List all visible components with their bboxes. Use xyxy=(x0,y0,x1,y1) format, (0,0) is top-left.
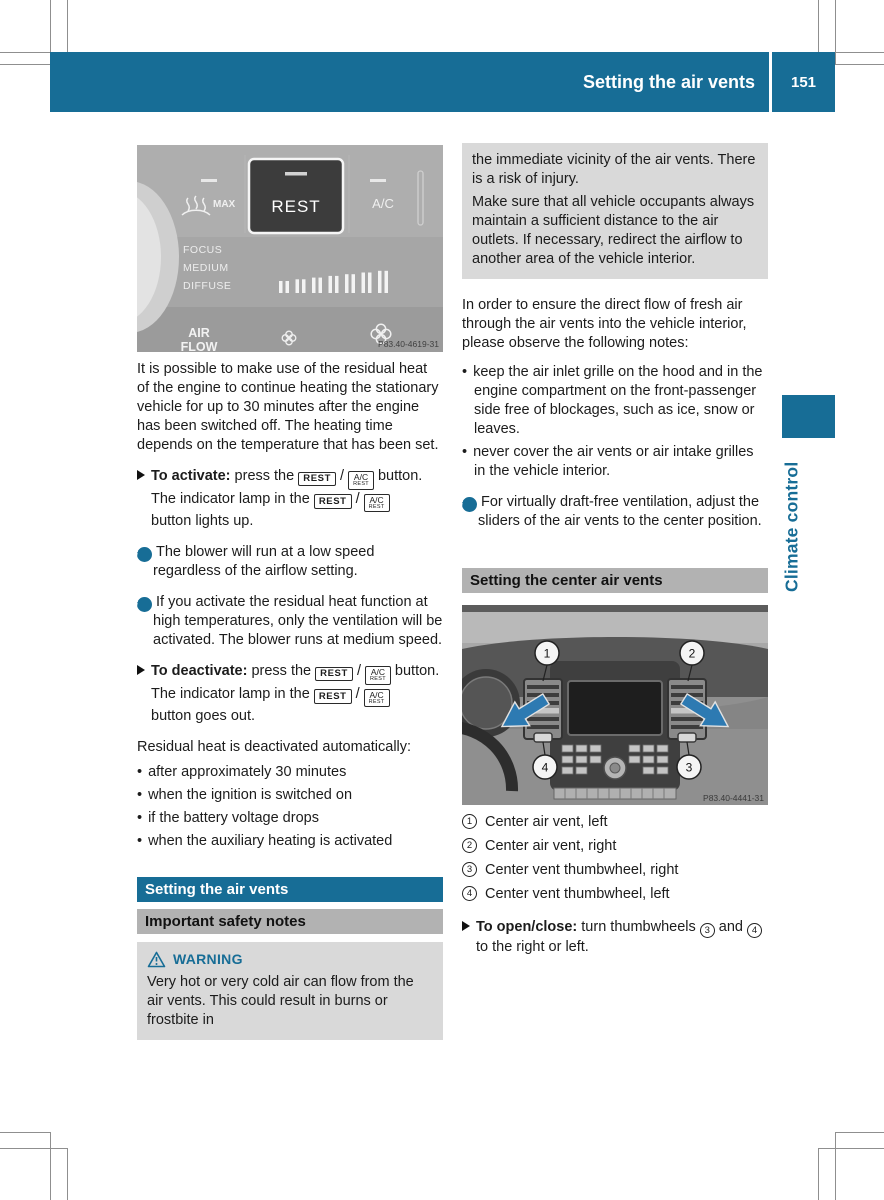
climate-panel-figure xyxy=(137,145,443,352)
instruction-arrow-icon xyxy=(137,470,145,480)
rest-key: REST xyxy=(315,667,353,682)
info-icon xyxy=(137,547,152,562)
legend-item: 4 Center vent thumbwheel, left xyxy=(462,885,768,904)
air-label: AIR xyxy=(188,326,210,340)
draft-free-note: iFor virtually draft-free ventilation, adjust the sliders of the air vents to the center position. xyxy=(462,493,768,531)
page-number: 151 xyxy=(769,52,835,112)
crop-mark xyxy=(835,0,836,64)
page-title: Setting the air vents xyxy=(582,71,755,92)
list-item: • when the ignition is switched on xyxy=(137,786,443,805)
crop-mark xyxy=(0,1148,67,1149)
warning-box xyxy=(137,942,443,1040)
circled-number: 2 xyxy=(462,838,477,853)
callout-1: 1 xyxy=(543,646,551,661)
display-screen xyxy=(568,681,662,735)
circled-number: 4 xyxy=(747,923,762,938)
center-vent-thumbwheel-right[interactable] xyxy=(678,733,696,742)
warning-continuation-1: the immediate vicinity of the air vents. There is a risk of injury. xyxy=(472,152,756,187)
activate-instruction: To activate: press the REST / A/C REST button. The indicator lamp in the REST / A/C REST button lights up. xyxy=(137,467,443,531)
ac-rest-key: A/C REST xyxy=(364,689,390,708)
callout-2: 2 xyxy=(688,646,696,661)
center-vent-thumbwheel-left[interactable] xyxy=(534,733,552,742)
list-item: • never cover the air vents or air intake grilles in the vehicle interior. xyxy=(462,443,768,481)
rest-button-label: REST xyxy=(271,197,321,216)
crop-mark xyxy=(0,1132,50,1133)
key-strip xyxy=(554,788,676,799)
medium-label: MEDIUM xyxy=(183,262,229,274)
flow-label: FLOW xyxy=(180,340,218,352)
rest-key: REST xyxy=(298,472,336,487)
crop-mark xyxy=(818,0,819,52)
callout-4: 4 xyxy=(541,760,549,775)
residual-deactivation-list xyxy=(137,763,443,851)
open-close-instruction: To open/close: turn thumbwheels 3 and 4 to the right or left. xyxy=(462,918,768,957)
crop-mark xyxy=(818,1148,819,1200)
crop-mark xyxy=(50,1132,51,1200)
right-column xyxy=(462,143,768,957)
ac-rest-key: A/C REST xyxy=(365,666,391,685)
crop-mark xyxy=(67,1148,68,1200)
rest-button[interactable] xyxy=(249,159,343,233)
blower-note: iThe blower will run at a low speed regardless of the airflow setting. xyxy=(137,543,443,581)
ac-label: A/C xyxy=(372,196,394,211)
list-item: • if the battery voltage drops xyxy=(137,809,443,828)
figure-code: P83.40-4619-31 xyxy=(378,339,439,349)
crop-mark xyxy=(835,1132,884,1133)
page-header xyxy=(50,52,835,112)
fresh-air-intro: In order to ensure the direct flow of fresh air through the air vents into the vehicle interior, please observe the following notes: xyxy=(462,297,747,351)
circled-number: 4 xyxy=(462,886,477,901)
chapter-label: Climate control xyxy=(781,461,802,593)
dashboard-figure xyxy=(462,605,768,805)
circled-number: 3 xyxy=(462,862,477,877)
circled-number: 1 xyxy=(462,814,477,829)
crop-mark xyxy=(67,0,68,52)
subsection-header-safety-notes: Important safety notes xyxy=(137,909,443,934)
callout-legend xyxy=(462,813,768,904)
crop-mark xyxy=(0,52,50,53)
deactivate-instruction: To deactivate: press the REST / A/C REST button. The indicator lamp in the REST / A/C REST button goes out. xyxy=(137,662,443,726)
rest-key: REST xyxy=(314,689,352,704)
warning-continuation-box xyxy=(462,143,768,279)
warning-text: Very hot or very cold air can flow from the air vents. This could result in burns or frostbite in xyxy=(147,974,414,1028)
crop-mark xyxy=(835,1132,836,1200)
legend-item: 1 Center air vent, left xyxy=(462,813,768,832)
ac-rest-key: A/C REST xyxy=(364,494,390,513)
legend-item: 2 Center air vent, right xyxy=(462,837,768,856)
instruction-arrow-icon xyxy=(462,921,470,931)
list-item: • when the auxiliary heating is activated xyxy=(137,832,443,851)
subsection-header-center-air-vents: Setting the center air vents xyxy=(462,568,768,593)
focus-label: FOCUS xyxy=(183,244,223,256)
figure-code: P83.40-4441-31 xyxy=(703,793,764,803)
warning-label: WARNING xyxy=(173,951,243,967)
circled-number: 3 xyxy=(700,923,715,938)
diffuse-label: DIFFUSE xyxy=(183,280,232,292)
legend-item: 3 Center vent thumbwheel, right xyxy=(462,861,768,880)
high-temperature-note: iIf you activate the residual heat function at high temperatures, only the ventilation will be activated. The blower runs at medium speed. xyxy=(137,593,443,650)
max-label: MAX xyxy=(213,199,236,210)
section-header-setting-air-vents: Setting the air vents xyxy=(137,877,443,902)
callout-3: 3 xyxy=(685,760,693,775)
list-item: • after approximately 30 minutes xyxy=(137,763,443,782)
list-item: • keep the air inlet grille on the hood and in the engine compartment on the front-passenger side free of blockages, such as ice, snow or leaves. xyxy=(462,363,768,439)
crop-mark xyxy=(835,52,884,53)
crop-mark xyxy=(818,1148,884,1149)
rest-key: REST xyxy=(314,494,352,509)
residual-heat-intro: It is possible to make use of the residual heat of the engine to continue heating the stationary vehicle for up to 30 minutes after the engine has been switched off. The heating time depends on the temperature that has been set. xyxy=(137,361,439,453)
info-icon xyxy=(462,497,477,512)
info-icon xyxy=(137,597,152,612)
chapter-tab-marker xyxy=(782,395,835,438)
warning-continuation-2: Make sure that all vehicle occupants always maintain a sufficient distance to the air outlets. If necessary, redirect the airflow to another area of the vehicle interior. xyxy=(472,194,755,267)
fresh-air-list xyxy=(462,363,768,481)
left-column xyxy=(137,145,443,1040)
residual-deactivation-title: Residual heat is deactivated automatically: xyxy=(137,739,412,755)
ac-rest-key: A/C REST xyxy=(348,471,374,490)
instruction-arrow-icon xyxy=(137,665,145,675)
warning-triangle-icon xyxy=(147,951,166,968)
